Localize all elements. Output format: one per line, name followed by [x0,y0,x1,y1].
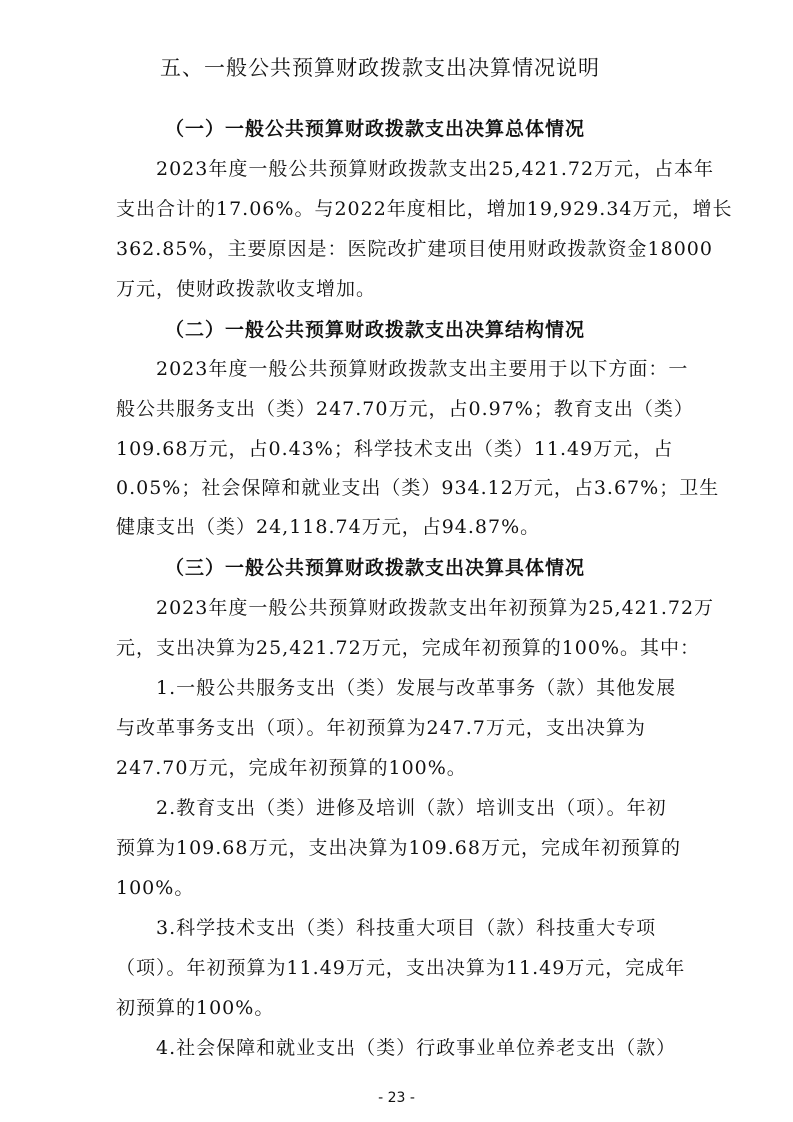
paragraph-line: 2023年度一般公共预算财政拨款支出年初预算为25,421.72万 [156,597,715,619]
paragraph-line: 支出合计的17.06%。与2022年度相比，增加19,929.34万元，增长 [116,198,733,220]
section-heading-3: （三）一般公共预算财政拨款支出决算具体情况 [165,557,586,579]
paragraph-line: 2023年度一般公共预算财政拨款支出主要用于以下方面：一 [156,358,689,380]
page-title: 五、一般公共预算财政拨款支出决算情况说明 [160,56,600,80]
paragraph-line: 般公共服务支出（类）247.70万元，占0.97%；教育支出（类） [116,398,694,420]
paragraph-line: 元，支出决算为25,421.72万元，完成年初预算的100%。其中： [116,637,701,659]
paragraph-line: 与改革事务支出（项）。年初预算为247.7万元，支出决算为 [116,717,646,739]
paragraph-line: 3.科学技术支出（类）科技重大项目（款）科技重大专项 [156,917,657,939]
section-heading-1: （一）一般公共预算财政拨款支出决算总体情况 [165,118,586,140]
paragraph-line: 2023年度一般公共预算财政拨款支出25,421.72万元，占本年 [156,158,715,180]
paragraph-line: 109.68万元，占0.43%；科学技术支出（类）11.49万元，占 [116,438,674,460]
paragraph-line: 1.一般公共服务支出（类）发展与改革事务（款）其他发展 [156,677,677,699]
paragraph-line: 0.05%；社会保障和就业支出（类）934.12万元，占3.67%；卫生 [116,477,720,499]
paragraph-line: 健康支出（类）24,118.74万元，占94.87%。 [116,516,541,538]
paragraph-line: 2.教育支出（类）进修及培训（款）培训支出（项）。年初 [156,797,667,819]
page-number: - 23 - [378,1090,415,1106]
paragraph-line: 预算为109.68万元，支出决算为109.68万元，完成年初预算的 [116,837,681,859]
paragraph-line: 362.85%，主要原因是：医院改扩建项目使用财政拨款资金18000 [116,238,713,260]
section-heading-2: （二）一般公共预算财政拨款支出决算结构情况 [165,319,586,341]
paragraph-line: 4.社会保障和就业支出（类）行政事业单位养老支出（款） [156,1037,677,1059]
paragraph-line: 初预算的100%。 [116,997,275,1019]
paragraph-line: 万元，使财政拨款收支增加。 [116,278,377,300]
paragraph-line: 100%。 [116,877,195,899]
paragraph-line: （项）。年初预算为11.49万元，支出决算为11.49万元，完成年 [116,957,686,979]
paragraph-line: 247.70万元，完成年初预算的100%。 [116,757,467,779]
